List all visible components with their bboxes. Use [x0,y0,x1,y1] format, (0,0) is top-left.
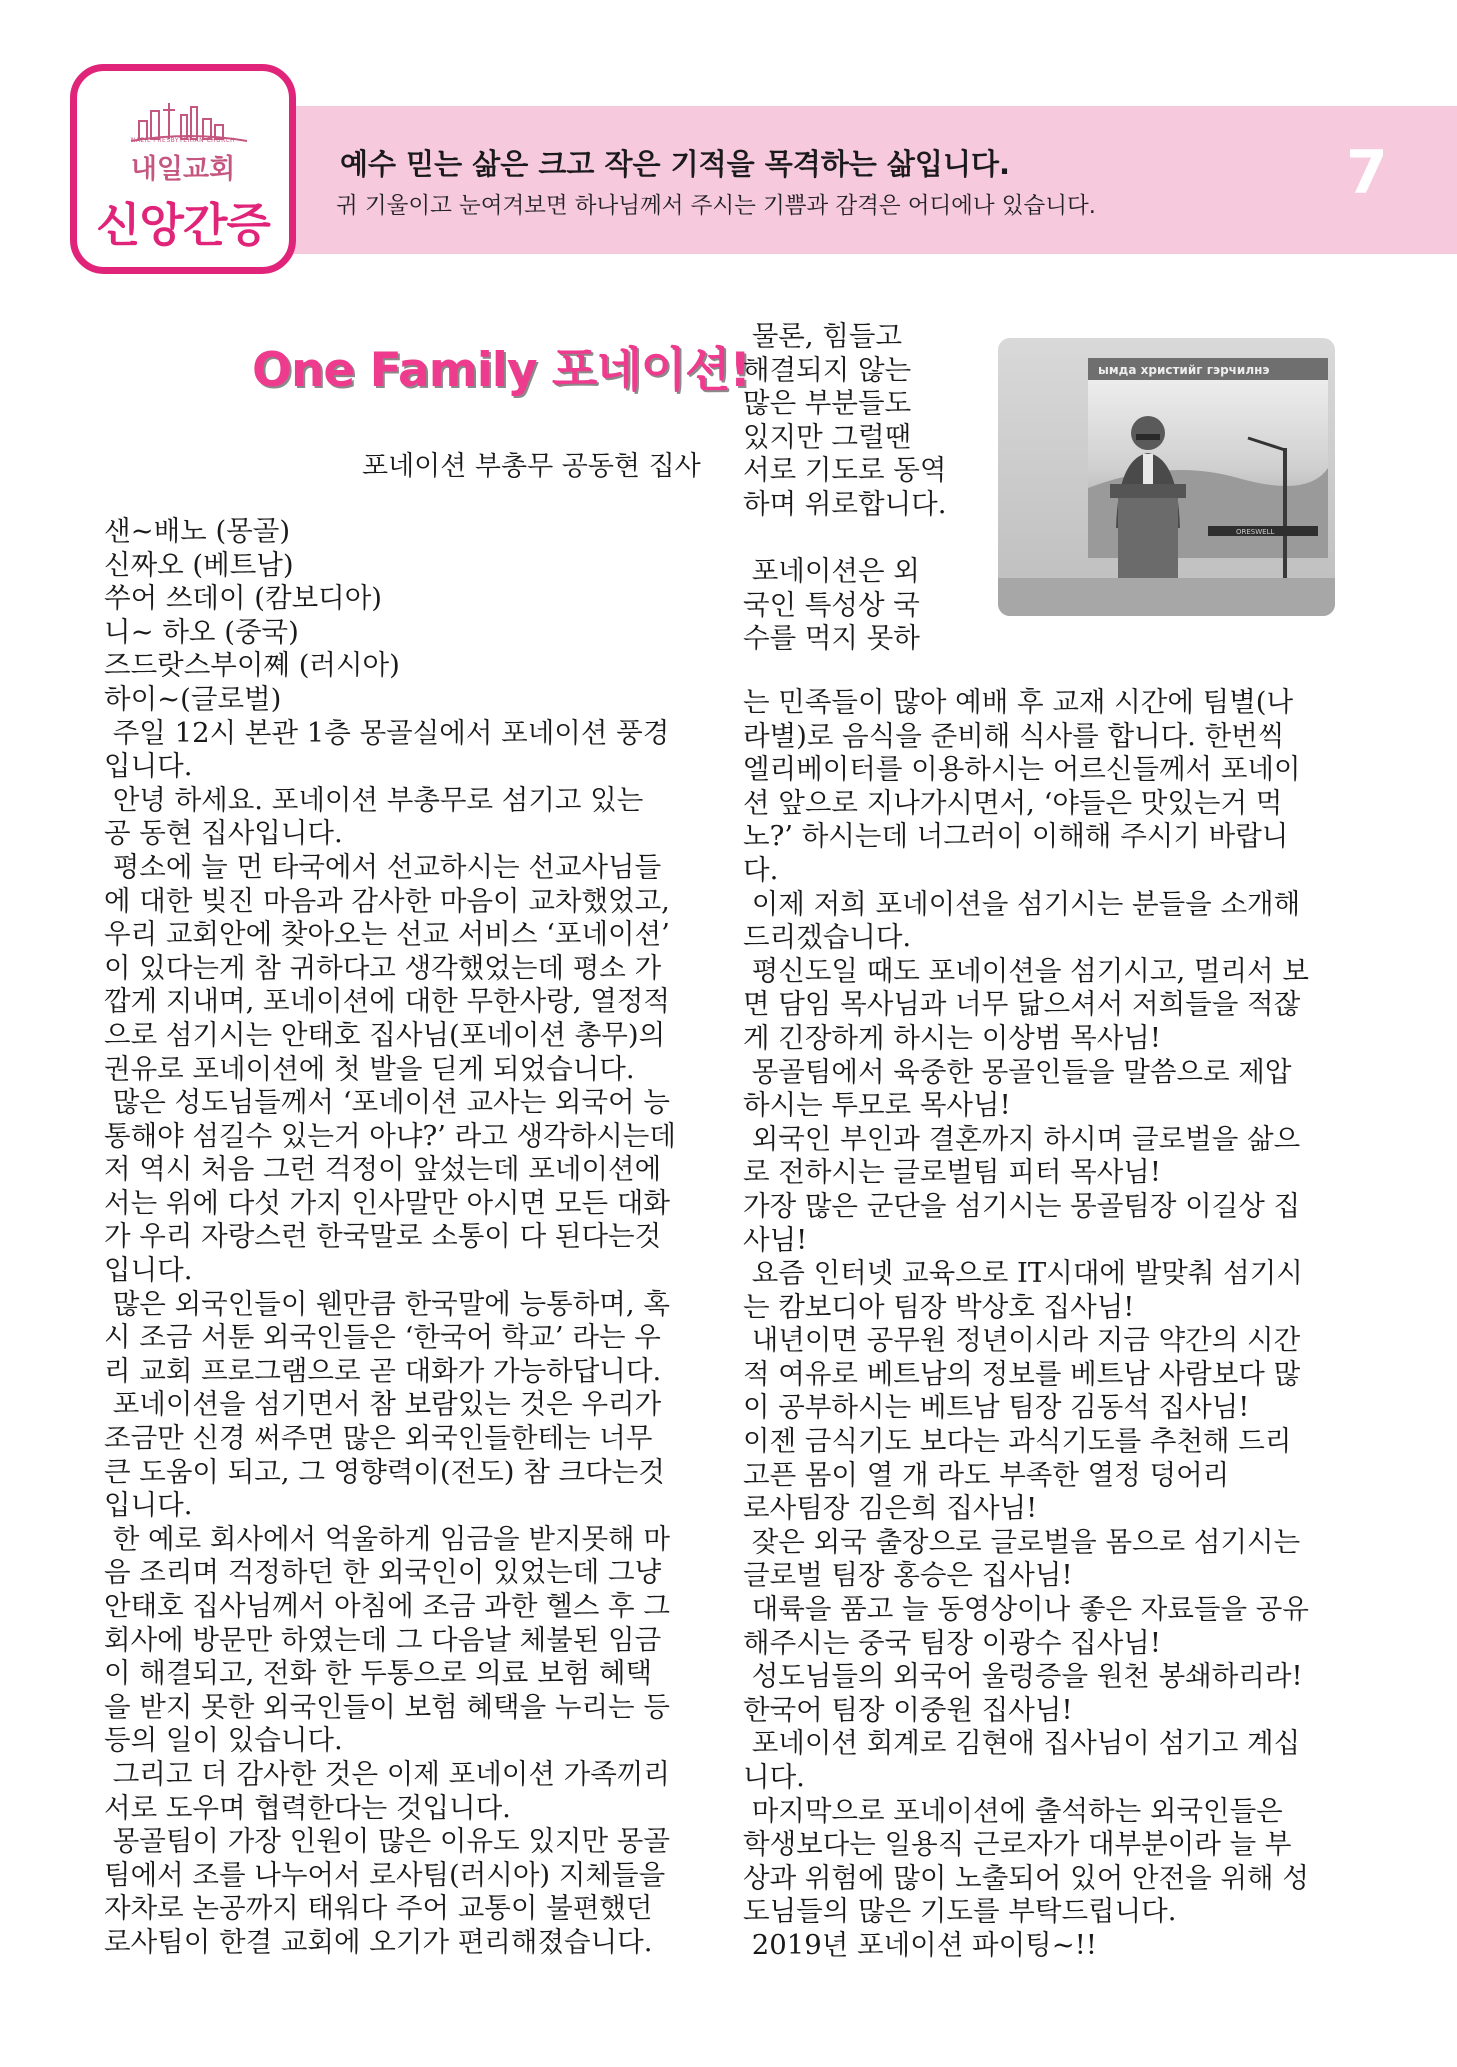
text-line: 으로 섬기시는 안태호 집사님(포네이션 총무)의 [104,1018,666,1051]
text-line: 학생보다는 일용직 근로자가 대부분이라 늘 부 [743,1828,1292,1861]
text-line: 공 동현 집사입니다. [104,817,343,850]
text-line: 드리겠습니다. [743,921,912,954]
logo-subtitle: NAEIL PRESBYTERIAN CHURCH [130,137,236,144]
text-line: 몽골팀이 가장 인원이 많은 이유도 있지만 몽골 [104,1825,670,1858]
text-line: 을 받지 못한 외국인들이 보험 혜택을 누리는 등 [104,1690,670,1723]
text-line: 수를 먹지 못하 [743,622,920,655]
text-line: 입니다. [104,750,193,783]
article-photo [998,338,1335,616]
text-line [743,522,953,556]
text-line: 이제 저희 포네이션을 섬기시는 분들을 소개해 [743,887,1301,920]
text-line: 국인 특성상 국 [743,588,920,621]
text-line: 시 조금 서툰 외국인들은 ‘한국어 학교’ 라는 우 [104,1321,661,1354]
text-line: 입니다. [104,1489,193,1522]
text-line: 외국인 부인과 결혼까지 하시며 글로벌을 삶으 [743,1122,1301,1155]
article-title: One Family 포네이션! [252,343,750,398]
text-line: 있지만 그럴땐 [743,420,912,453]
text-line: 이 해결되고, 전화 한 두통으로 의료 보험 혜택 [104,1657,653,1690]
logo-church-name: 내일교회 [130,154,236,185]
text-line: 고픈 몸이 열 개 라도 부족한 열정 덩어리 [743,1458,1230,1491]
article-body-right [743,686,1343,1963]
text-line: 성도님들의 외국어 울렁증을 원천 봉쇄하리라! [743,1660,1303,1693]
text-line: 이젠 금식기도 보다는 과식기도를 추천해 드리 [743,1425,1292,1458]
text-line: 대륙을 품고 늘 동영상이나 좋은 자료들을 공유 [743,1593,1309,1626]
text-line: 는 캄보디아 팀장 박상호 집사님! [743,1290,1135,1323]
text-line: 평신도일 때도 포네이션을 섬기시고, 멀리서 보 [743,954,1309,987]
page-number: 7 [1346,138,1388,208]
text-line: 물론, 힘들고 [743,320,903,352]
text-line: 저 역시 처음 그런 걱정이 앞섰는데 포네이션에 [104,1153,662,1186]
text-line: 한 예로 회사에서 억울하게 임금을 받지못해 마 [104,1522,670,1555]
text-line: 다. [743,853,779,886]
text-line: 많은 성도님들께서 ‘포네이션 교사는 외국어 능 [104,1086,670,1119]
text-line: 서로 도우며 협력한다는 것입니다. [104,1791,511,1824]
section-label: 신앙간증 [96,198,270,252]
text-line: 로사팀장 김은희 집사님! [743,1492,1038,1525]
text-line: 글로벌 팀장 홍승은 집사님! [743,1559,1073,1592]
text-line: 로사팀이 한결 교회에 오기가 편리해졌습니다. [104,1925,653,1958]
text-line: 에 대한 빚진 마음과 감사한 마음이 교차했었고, [104,884,670,917]
text-line: 등의 일이 있습니다. [104,1724,343,1757]
text-line: 음 조리며 걱정하던 한 외국인이 있었는데 그냥 [104,1556,662,1589]
text-line: 잦은 외국 출장으로 글로벌을 몸으로 섬기시는 [743,1525,1301,1558]
text-line: 는 민족들이 많아 예배 후 교재 시간에 팀별(나 [743,686,1294,718]
text-line: 도님들의 많은 기도를 부탁드립니다. [743,1895,1177,1928]
text-line: 이 공부하시는 베트남 팀장 김동석 집사님! [743,1391,1250,1424]
text-line: 큰 도움이 되고, 그 영향력이(전도) 참 크다는것 [104,1455,665,1488]
text-line: 평소에 늘 먼 타국에서 선교하시는 선교사님들 [104,850,662,883]
text-line: 니다. [743,1761,805,1793]
text-line: 가장 많은 군단을 섬기시는 몽골팀장 이길상 집 [743,1189,1301,1222]
article-body-left [104,515,694,1960]
text-line: 신짜오 (베트남) [104,548,294,581]
text-line: 요즘 인터넷 교육으로 IT시대에 발맞춰 섬기시 [743,1257,1303,1290]
text-line: 포네이션 회계로 김현애 집사님이 섬기고 계십 [743,1727,1301,1760]
article-body-wrap [743,320,953,656]
text-line: 내년이면 공무원 정년이시라 지금 약간의 시간 [743,1324,1301,1357]
speaker-label: ORESWELL [1236,528,1275,536]
page-headline: 예수 믿는 삶은 크고 작은 기적을 목격하는 삶입니다. [340,147,1010,181]
text-line: 샌~배노 (몽골) [104,515,291,547]
text-line: 많은 외국인들이 웬만큼 한국말에 능통하며, 혹 [104,1287,670,1320]
text-line: 2019년 포네이션 파이팅~!! [743,1928,1097,1961]
page-subheadline: 귀 기울이고 눈여겨보면 하나님께서 주시는 기쁨과 감격은 어디에나 있습니다. [336,193,1096,219]
text-line: 회사에 방문만 하였는데 그 다음날 체불된 임금 [104,1623,662,1656]
text-line: 니~ 하오 (중국) [104,615,299,648]
text-line: 포네이션을 섬기면서 참 보람있는 것은 우리가 [104,1388,662,1421]
text-line: 권유로 포네이션에 첫 발을 딛게 되었습니다. [104,1052,635,1085]
text-line: 상과 위험에 많이 노출되어 있어 안전을 위해 성 [743,1861,1309,1894]
text-line: 션 앞으로 지나가시면서, ‘야들은 맛있는거 먹 [743,786,1283,819]
text-line: 엘리베이터를 이용하시는 어르신들께서 포네이 [743,753,1301,786]
text-line: 하며 위로합니다. [743,487,947,520]
text-line: 하시는 투모로 목사님! [743,1089,1011,1122]
text-line: 로 전하시는 글로벌팀 피터 목사님! [743,1156,1161,1189]
text-line: 몽골팀에서 육중한 몽골인들을 말씀으로 제압 [743,1055,1292,1088]
text-line: 많은 부분들도 [743,387,912,420]
text-line: 적 여유로 베트남의 정보를 베트남 사람보다 많 [743,1357,1301,1390]
text-line: 주일 12시 본관 1층 몽골실에서 포네이션 풍경 [104,716,670,749]
text-line: 하이~(글로벌) [104,682,282,715]
text-line: 서로 기도로 동역 [743,454,947,487]
text-line: 입니다. [104,1254,193,1287]
banner-text: ымда христийг гэрчилнэ [1098,363,1270,377]
text-line: 라별)로 음식을 준비해 식사를 합니다. 한번씩 [743,719,1285,752]
text-line: 가 우리 자랑스런 한국말로 소통이 다 된다는것 [104,1220,662,1253]
text-line: 깝게 지내며, 포네이션에 대한 무한사랑, 열정적 [104,985,670,1018]
text-line: 포네이션은 외 [743,555,920,588]
text-line: 자차로 논공까지 태워다 주어 교통이 불편했던 [104,1892,653,1925]
text-line: 이 있다는게 참 귀하다고 생각했었는데 평소 가 [104,951,662,984]
text-line: 리 교회 프로그램으로 곧 대화가 가능하답니다. [104,1354,662,1387]
text-line: 안태호 집사님께서 아침에 조금 과한 헬스 후 그 [104,1590,670,1622]
text-line: 해결되지 않는 [743,353,912,386]
text-line: 서는 위에 다섯 가지 인사말만 아시면 모든 대화 [104,1186,670,1219]
text-line: 안녕 하세요. 포네이션 부총무로 섬기고 있는 [104,783,644,816]
speaker-photo-illustration [998,338,1335,616]
text-line: 면 담임 목사님과 너무 닮으셔서 저희들을 적잖 [743,988,1301,1021]
text-line: 사님! [743,1223,808,1256]
text-line: 우리 교회안에 찾아오는 선교 서비스 ‘포네이션’ [104,918,670,951]
text-line: 해주시는 중국 팀장 이광수 집사님! [743,1626,1161,1659]
text-line: 쑤어 쓰데이 (캄보디아) [104,582,383,615]
text-line: 게 긴장하게 하시는 이상범 목사님! [743,1021,1161,1054]
text-line: 팀에서 조를 나누어서 로사팀(러시아) 지체들을 [104,1858,666,1891]
text-line: 통해야 섬길수 있는거 아냐?’ 라고 생각하시는데 [104,1119,676,1152]
text-line: 마지막으로 포네이션에 출석하는 외국인들은 [743,1794,1283,1827]
article-byline: 포네이션 부총무 공동현 집사 [362,451,701,482]
text-line: 즈드랏스부이쪠 (러시아) [104,649,400,682]
text-line: 노?’ 하시는데 너그러이 이해해 주시기 바랍니 [743,820,1289,853]
church-logo-box [70,64,296,274]
text-line: 그리고 더 감사한 것은 이제 포네이션 가족끼리 [104,1757,670,1790]
text-line: 조금만 신경 써주면 많은 외국인들한테는 너무 [104,1422,653,1455]
text-line: 한국어 팀장 이중원 집사님! [743,1693,1073,1726]
